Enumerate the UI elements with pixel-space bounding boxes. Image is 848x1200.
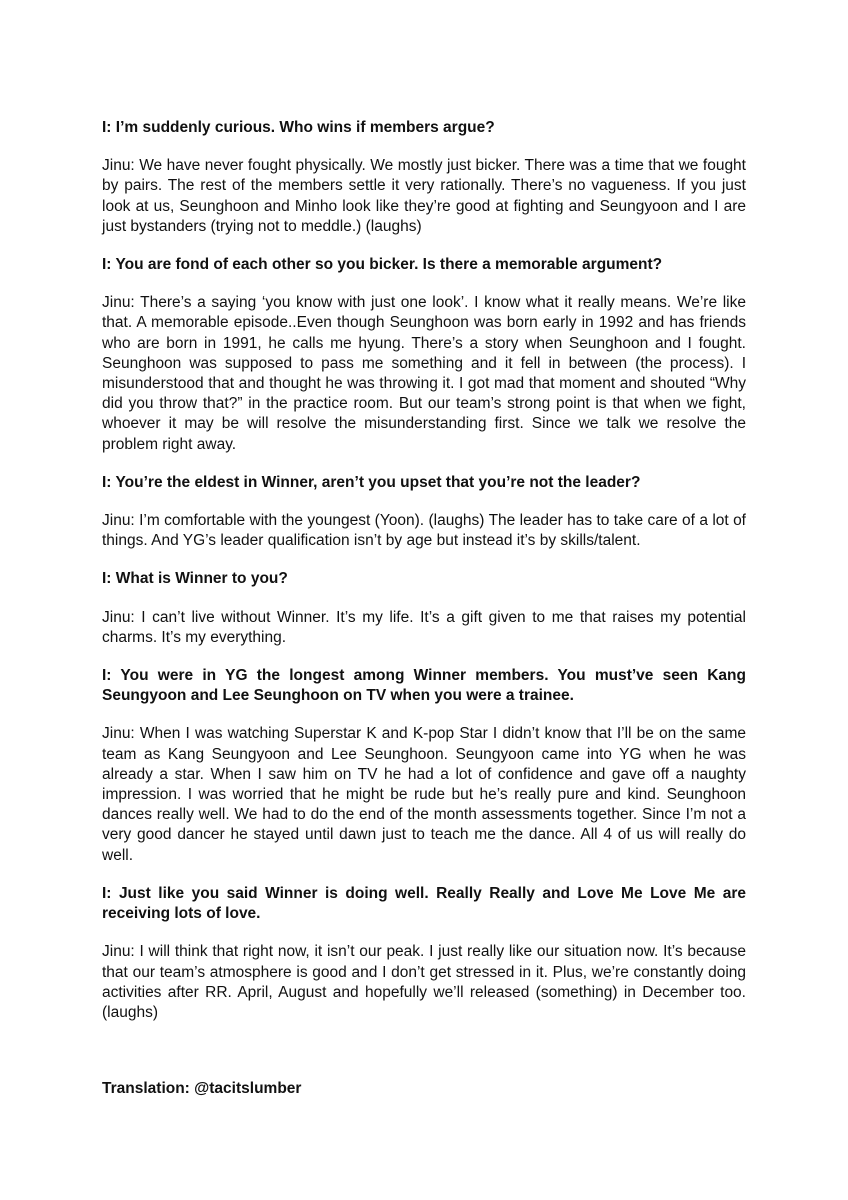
answer-3: Jinu: I’m comfortable with the youngest (Yoon). (laughs) The leader has to take care of a lot of things. And YG’s leader qualification isn’t by age but instead it’s by skills/talent. [102,512,746,550]
question-4: I: What is Winner to you? [102,570,288,588]
translation-credit: Translation: @tacitslumber [102,1080,302,1098]
question-5: I: You were in YG the longest among Winner members. You must’ve seen Kang Seungyoon and Lee Seunghoon on TV when you were a trainee. [102,667,746,705]
answer-6: Jinu: I will think that right now, it isn’t our peak. I just really like our situation now. It’s because that our team’s atmosphere is good and I don’t get stressed in it. Plus, we’re constantly doing activities after RR. April, August and hopefully we’ll released (something) in December too. (laughs) [102,943,746,1021]
question-1: I: I’m suddenly curious. Who wins if members argue? [102,119,495,136]
question-6: I: Just like you said Winner is doing well. Really Really and Love Me Love Me are receiving lots of love. [102,884,746,923]
answer-4: Jinu: I can’t live without Winner. It’s my life. It’s a gift given to me that raises my potential charms. It’s my everything. [102,608,746,646]
document-page [102,118,746,1117]
answer-2: Jinu: There’s a saying ‘you know with just one look’. I know what it really means. We’re like that. A memorable episode..Even though Seunghoon was born early in 1992 and has friends who are born in 1991, he calls me hyung. There’s a story when Seunghoon and I fought. Seunghoon was supposed to pass me something and it fell in between (the process). I misunderstood that and thought he was throwing it. I got mad that moment and shouted “Why did you throw that?” in the practice room. But our team’s strong point is that when we fight, whoever it may be will resolve the misunderstanding first. Since we talk we resolve the problem right away. [102,294,746,453]
question-2: I: You are fond of each other so you bicker. Is there a memorable argument? [102,256,663,274]
question-3: I: You’re the eldest in Winner, aren’t you upset that you’re not the leader? [102,473,641,491]
answer-1: Jinu: We have never fought physically. We mostly just bicker. There was a time that we fought by pairs. The rest of the members settle it very rationally. There’s no vagueness. If you just look at us, Seunghoon and Minho look like they’re good at fighting and Seungyoon and I are just bystanders (trying not to meddle.) (laughs) [102,157,746,235]
answer-5: Jinu: When I was watching Superstar K and K-pop Star I didn’t know that I’ll be on the same team as Kang Seungyoon and Lee Seunghoon. Seungyoon came into YG when he was already a star. When I saw him on TV he had a lot of confidence and gave off a naughty impression. I was worried that he might be rude but he’s really pure and kind. Seunghoon dances really well. We had to do the end of the month assessments together. Since I’m not a very good dancer he stayed until dawn just to teach me the dance. All 4 of us will really do well. [102,725,746,864]
